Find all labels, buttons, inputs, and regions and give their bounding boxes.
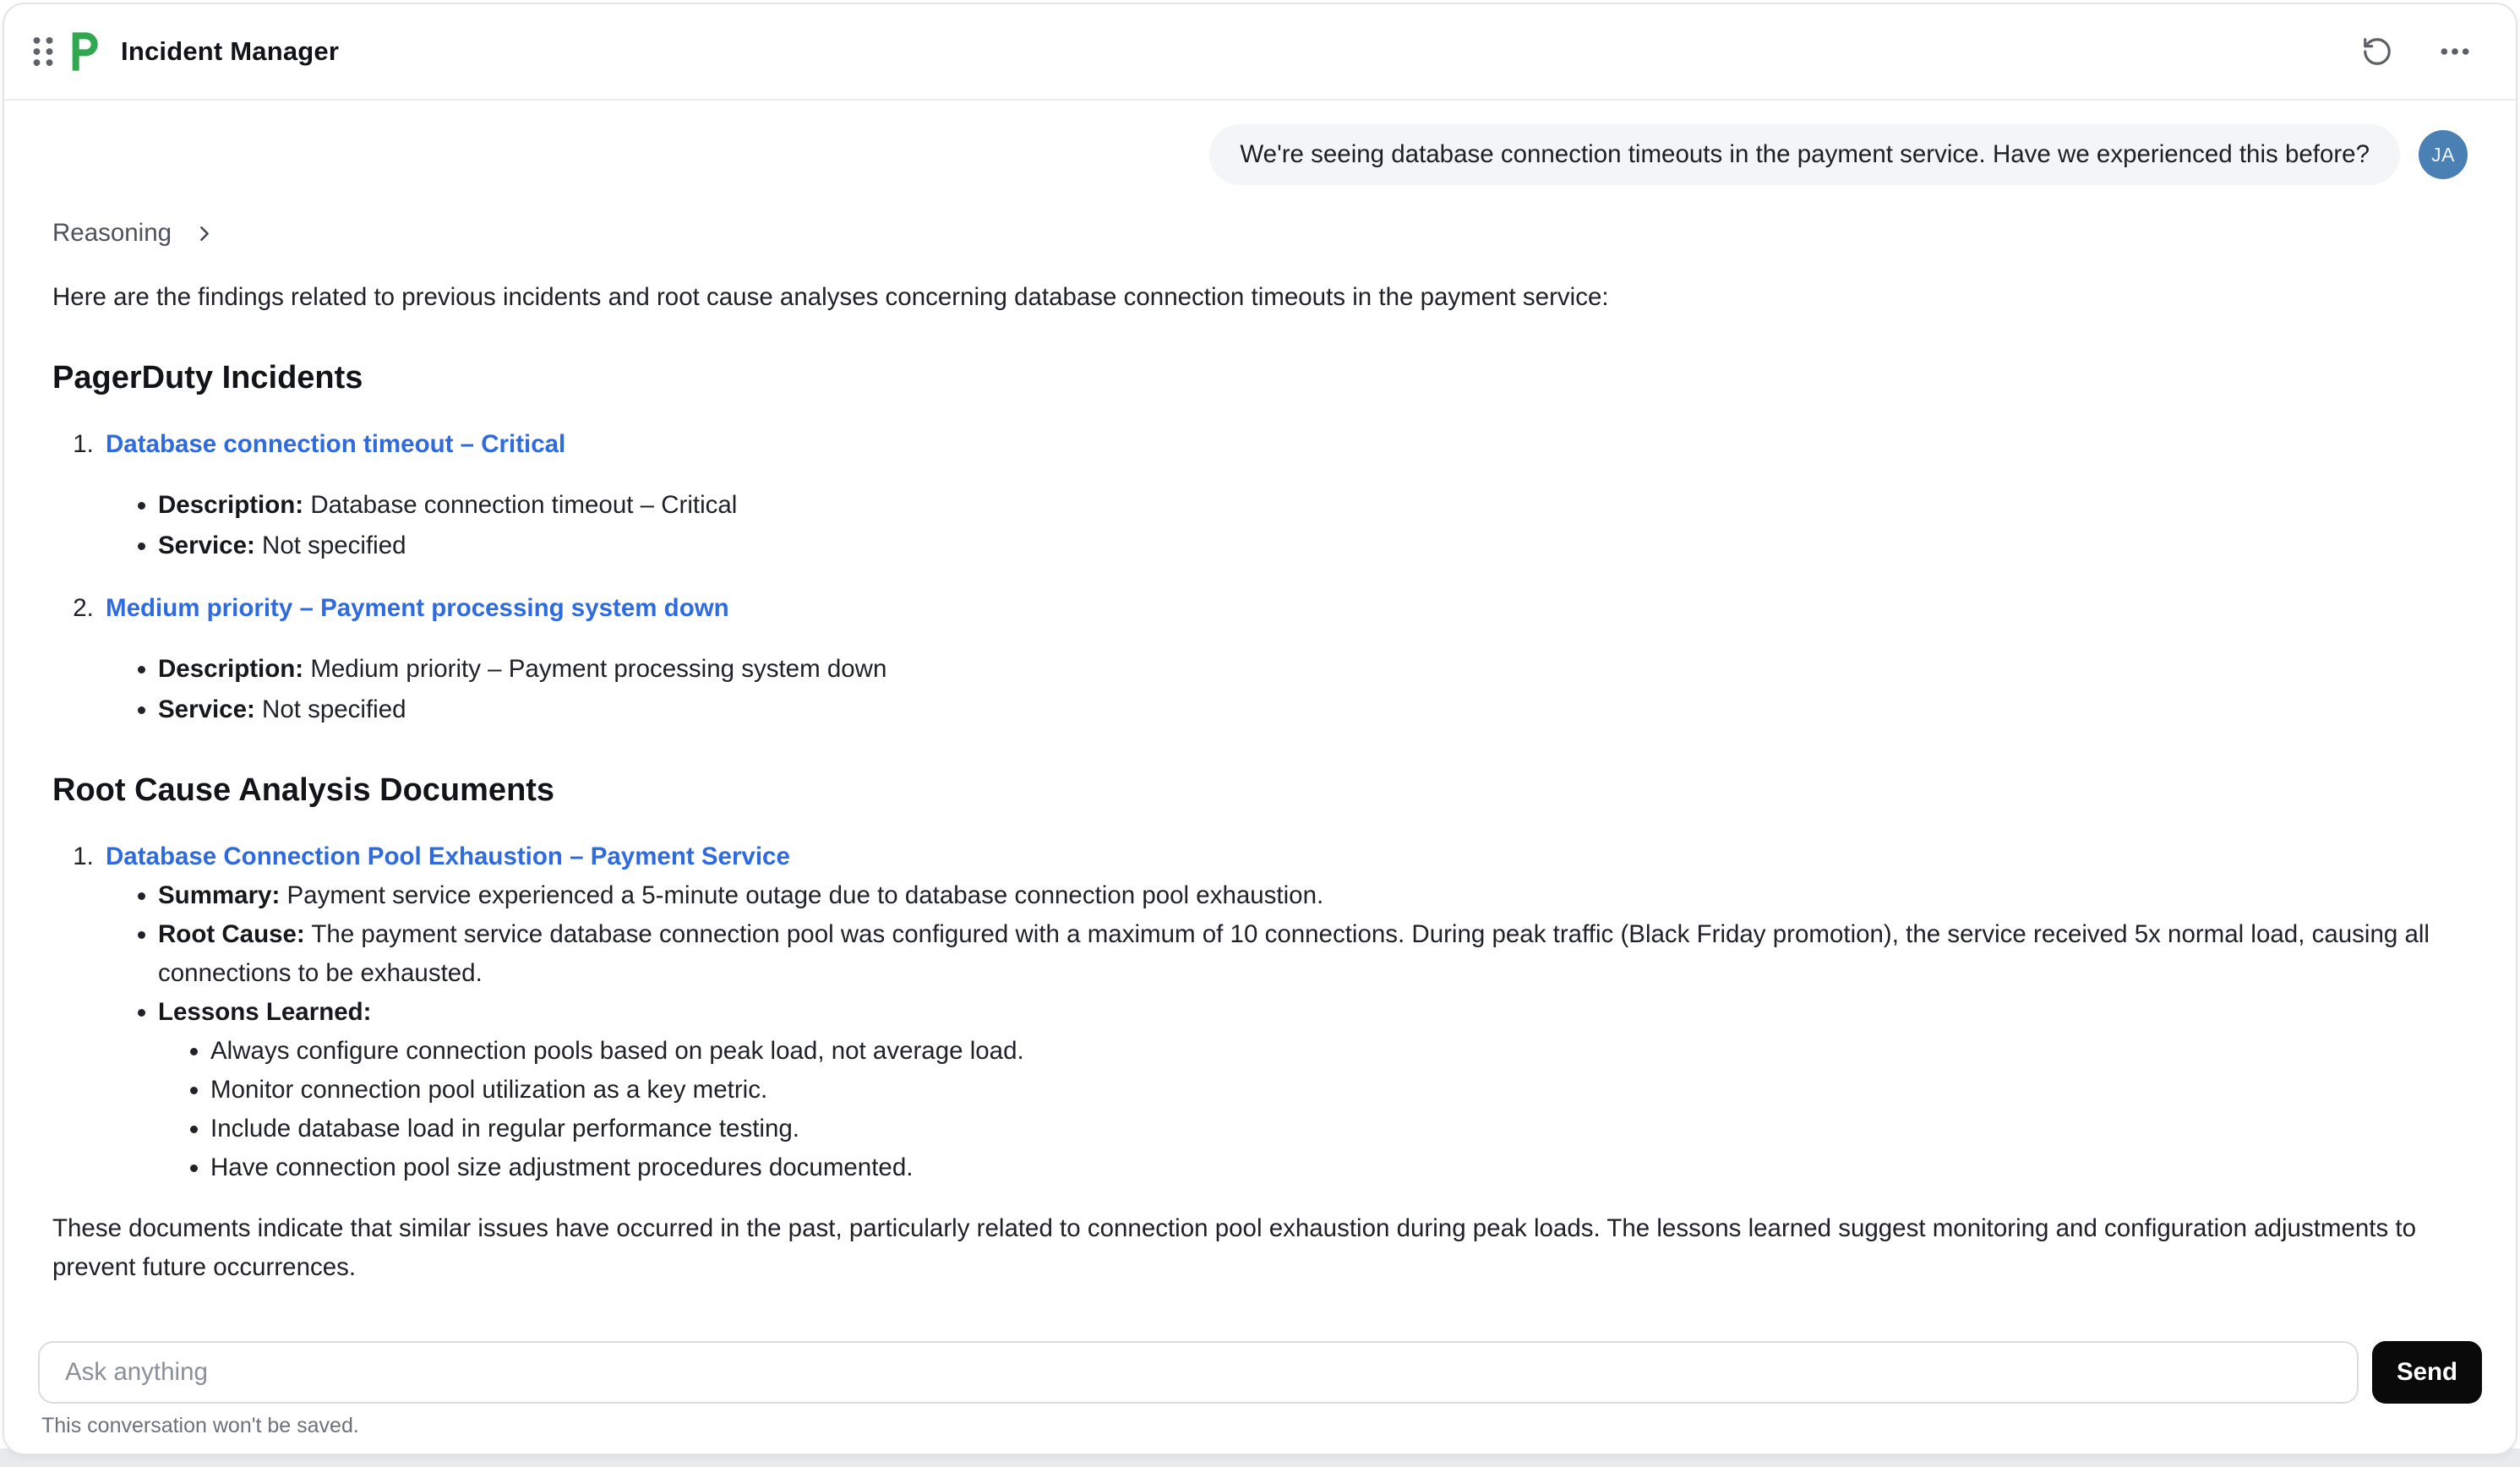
field-label: Description: [158,655,304,683]
lesson-item: • Monitor connection pool utilization as a key metric. [210,1071,2468,1110]
field-item [158,993,2468,1187]
incident-manager-window [3,3,2517,1455]
chevron-right-icon [194,223,215,244]
lesson-item: • Have connection pool size adjustment procedures documented. [210,1148,2468,1187]
chat-area [4,101,2516,1341]
rca-list [52,837,2468,1187]
list-item [101,425,2468,565]
rca-document-link[interactable]: Database Connection Pool Exhaustion – Payment Service [106,843,790,870]
field-label: Service: [158,695,255,723]
field-value: Database connection timeout – Critical [310,491,738,519]
intro-paragraph: Here are the findings related to previous incidents and root cause analyses concerning database connection timeouts in the payment service: [52,283,1609,311]
drag-handle-icon[interactable] [25,28,62,75]
ask-input[interactable] [38,1341,2359,1404]
field-label: Description: [158,491,304,519]
field-value: Not specified [262,532,406,559]
composer [4,1341,2516,1453]
rca-fields [106,876,2468,1187]
field-value: Medium priority – Payment processing system down [310,655,887,683]
composer-row [38,1341,2482,1404]
window-header [4,4,2516,101]
field-value: The payment service database connection pool was configured with a maximum of 10 connections. During peak traffic (Black Friday promotion), the service received 5x normal load, causing all connections to be exhausted. [158,920,2430,987]
pagerduty-logo-icon [67,29,104,74]
user-message-row [52,124,2468,185]
field-item [158,876,2468,915]
incident-fields [106,486,2468,565]
lesson-item: • Include database load in regular performance testing. [210,1110,2468,1148]
field-label: Root Cause: [158,920,305,948]
user-message-bubble: We're seeing database connection timeouts in the payment service. Have we experienced this before? [1209,124,2400,185]
field-value: Payment service experienced a 5-minute outage due to database connection pool exhaustion. [286,881,1324,909]
ellipsis-icon [2439,35,2471,68]
more-menu-button[interactable] [2433,30,2477,74]
field-item [158,915,2468,993]
restart-icon [2361,35,2393,68]
field-item [158,526,2468,565]
field-label: Lessons Learned: [158,998,372,1026]
disclaimer-text: This conversation won't be saved. [41,1414,359,1437]
incident-link[interactable]: Database connection timeout – Critical [106,430,566,458]
field-label: Summary: [158,881,281,909]
incident-fields [106,650,2468,729]
restart-button[interactable] [2355,30,2399,74]
reasoning-label: Reasoning [52,219,172,247]
send-button[interactable]: Send [2372,1341,2482,1404]
app-title: Incident Manager [121,36,340,66]
field-item [158,486,2468,525]
field-label: Service: [158,532,255,559]
reasoning-toggle[interactable] [52,219,215,248]
field-item [158,650,2468,689]
incident-link[interactable]: Medium priority – Payment processing system down [106,594,729,622]
closing-paragraph: These documents indicate that similar issues have occurred in the past, particularly related to connection pool exhaustion during peak loads. The lessons learned suggest monitoring and configuration adjustments to prevent future occurrences. [52,1214,2417,1281]
incidents-heading: PagerDuty Incidents [52,360,363,395]
lesson-item: • Always configure connection pools based on peak load, not average load. [210,1032,2468,1071]
incidents-list [52,425,2468,729]
list-item [101,837,2468,1187]
list-item [101,589,2468,729]
rca-heading: Root Cause Analysis Documents [52,772,555,808]
user-avatar: JA [2419,130,2468,179]
field-value: Not specified [262,695,406,723]
field-item [158,690,2468,729]
lessons-list [158,1032,2468,1187]
